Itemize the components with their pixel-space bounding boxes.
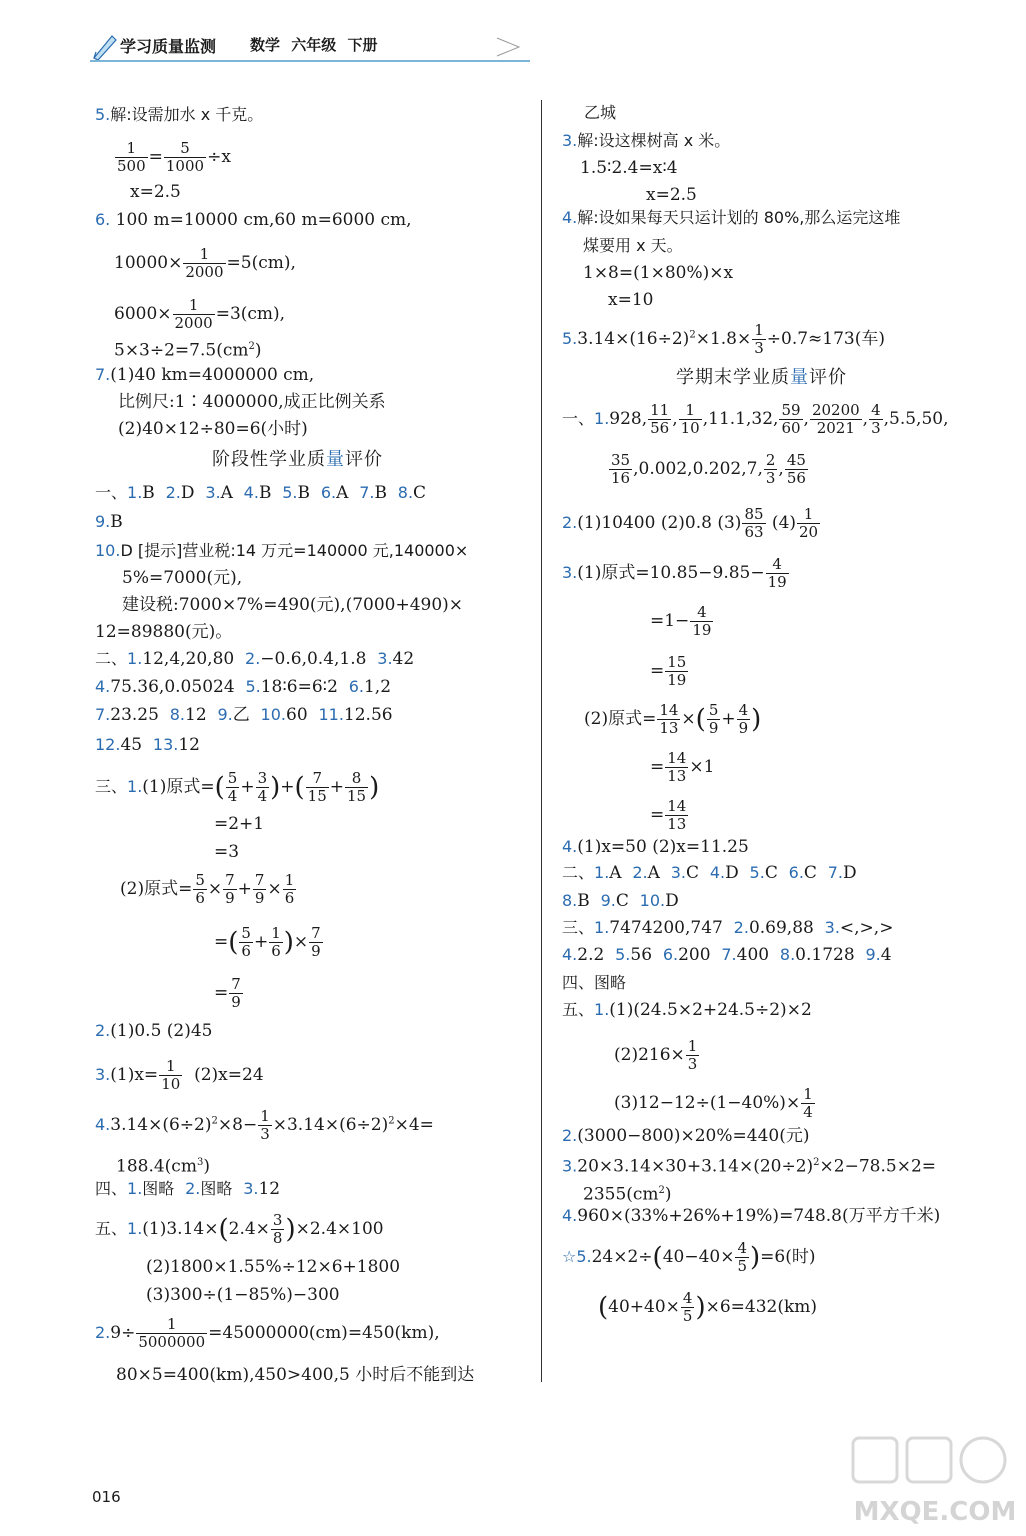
final-fill-1-line2: $\frac{35}{16}$ ,0.002,0.202,7, $\frac{2}{3}$ , $\frac{45}{56}$ xyxy=(611,451,806,487)
multiple-choice-row-2: 9.B xyxy=(95,512,123,532)
answer-5-result: x=2.5 xyxy=(130,182,181,202)
answer-6-line2: 10000× $\frac{1}{2000}$ =5(cm), xyxy=(114,245,296,281)
continued-answer: 乙城 xyxy=(584,103,617,122)
multiple-choice-row: 一、1.B 2.D 3.A 4.B 5.B 6.A 7.B 8.C xyxy=(95,483,427,503)
answer-6: 6. 100 m=10000 cm,60 m=6000 cm, xyxy=(95,210,412,230)
arrow-decoration-icon xyxy=(495,36,523,58)
r-answer-4-line2: 煤要用 x 天。 xyxy=(583,236,683,255)
r-answer-3-line3: x=2.5 xyxy=(646,185,697,205)
calc-answer-4-line2: $188.4(cm^3)$ xyxy=(116,1156,210,1177)
answer-7-line3: (2)40×12÷80=6(小时) xyxy=(118,419,308,439)
subject-label: 数学 六年级 下册 xyxy=(250,36,378,54)
final-calc-3-line3: = $\frac{15}{19}$ xyxy=(650,653,687,689)
calc-1-line1: 三、1.(1)原式=( $\frac{5}{4}$ + $\frac{3}{4}$ )+( $\frac{7}{15}$ + $\frac{8}{15}$ ) xyxy=(95,769,380,805)
final-app-3: $3.20\times 3.14\times 30+3.14\times(20\div 2)^2\times 2-78.5\times 2=$ xyxy=(562,1156,937,1177)
final-fill-row-2: 4.2.2 5.56 6.200 7.400 8.0.1728 9.4 xyxy=(562,945,892,965)
final-app-5-line2: (40+40× $\frac{4}{5}$ )×6=432(km) xyxy=(598,1289,818,1325)
answer-7: 7.(1)40 km=4000000 cm, xyxy=(95,365,315,385)
pen-icon xyxy=(90,32,120,62)
r-answer-4-line3: 1×8=(1×80%)×x xyxy=(583,263,734,283)
header-rule xyxy=(90,60,530,62)
drawing-row: 四、1.图略 2.图略 3.12 xyxy=(95,1179,281,1199)
section-heading-final: 学期末学业质量评价 xyxy=(676,367,847,388)
final-mc-row-2: 8.B 9.C 10.D xyxy=(562,891,679,911)
fill-row-1: 二、1.12,4,20,80 2.−0.6,0.4,1.8 3.42 xyxy=(95,649,415,669)
calc-answer-2: 2.(1)0.5 (2)45 xyxy=(95,1021,213,1041)
final-calc-3-line2: =1− $\frac{4}{19}$ xyxy=(650,603,712,639)
final-calc-3-line5: = $\frac{14}{13}$ ×1 xyxy=(650,749,715,785)
answer-10: 10.D [提示]营业税:14 万元=140000 元,140000× xyxy=(95,541,469,560)
final-calc-3-line1: 3.(1)原式=10.85−9.85− $\frac{4}{19}$ xyxy=(562,555,787,591)
final-app-2: 2.(3000−800)×20%=440(元) xyxy=(562,1126,810,1146)
final-mc-row: 二、1.A 2.A 3.C 4.D 5.C 6.C 7.D xyxy=(562,863,857,883)
final-fill-2: 2.(1)10400 (2)0.8 (3) $\frac{85}{63}$ (4) $\frac{1}{20}$ xyxy=(562,505,819,541)
final-app-3-line2: $2355(cm^2)$ xyxy=(583,1184,672,1205)
r-answer-5: $5.3.14\times(16\div 2)^2\times 1.8\times$ $\frac{1}{3}$ ÷0.7≈173(车) xyxy=(562,321,886,357)
page-header xyxy=(90,30,530,64)
svg-text:MXQE.COM: MXQE.COM xyxy=(853,1497,1017,1527)
answer-10-line3: 建设税:7000×7%=490(元),(7000+490)× xyxy=(122,595,464,615)
column-divider xyxy=(541,100,542,1382)
application-1-line1: 五、1.(1)3.14×(2.4× $\frac{3}{8}$ )×2.4×100 xyxy=(95,1211,384,1247)
calc-2-line1: (2)原式= $\frac{5}{6}$ × $\frac{7}{9}$ + $\frac{7}{9}$ × $\frac{1}{6}$ xyxy=(120,871,295,907)
calc-2-line3: = $\frac{7}{9}$ xyxy=(214,975,241,1011)
application-2-line1: 2.9÷ $\frac{1}{5000000}$ =45000000(cm)=450(km), xyxy=(95,1315,440,1351)
fill-row-2: 4.75.36,0.05024 5.18∶6=6∶2 6.1,2 xyxy=(95,677,392,697)
final-app-4: 4.960×(33%+26%+19%)=748.8(万平方千米) xyxy=(562,1206,941,1226)
final-app-1-line2: (2)216× $\frac{1}{3}$ xyxy=(614,1037,698,1073)
final-drawing: 四、图略 xyxy=(562,973,627,992)
calc-answer-4: $4.3.14\times(6\div 2)^2\times 8-$ $\frac{1}{3}$ $\times 3.14\times(6\div 2)^2\times 4=$ xyxy=(95,1107,434,1143)
final-app-1-line1: 五、1.(1)(24.5×2+24.5÷2)×2 xyxy=(562,1000,812,1020)
application-2-line2: 80×5=400(km),450>400,5 小时后不能到达 xyxy=(116,1365,475,1385)
calc-1-line3: =3 xyxy=(214,842,240,862)
final-app-1-line3: (3)12−12÷(1−40%)× $\frac{1}{4}$ xyxy=(614,1085,813,1121)
fill-row-4: 12.45 13.12 xyxy=(95,735,200,755)
series-title: 学习质量监测 xyxy=(120,37,217,56)
final-calc-3-line4: (2)原式= $\frac{14}{13}$ ×( $\frac{5}{9}$ + $\frac{4}{9}$ ) xyxy=(584,701,762,737)
answer-7-line2: 比例尺:1∶4000000,成正比例关系 xyxy=(118,392,386,412)
final-calc-3-line6: = $\frac{14}{13}$ xyxy=(650,797,687,833)
watermark-logo xyxy=(845,1432,1025,1532)
r-answer-3: 3.解:设这棵树高 x 米。 xyxy=(562,131,731,150)
r-answer-3-line2: 1.5∶2.4=x∶4 xyxy=(580,158,678,178)
page-number: 016 xyxy=(92,1488,121,1506)
answer-5: 5.解:设需加水 x 千克。 xyxy=(95,105,264,124)
application-1-line2: (2)1800×1.55%÷12×6+1800 xyxy=(146,1257,401,1277)
calc-1-line2: =2+1 xyxy=(214,814,265,834)
fill-row-3: 7.23.25 8.12 9.乙 10.60 11.12.56 xyxy=(95,705,393,725)
calc-2-line2: =( $\frac{5}{6}$ + $\frac{1}{6}$ )× $\frac{7}{9}$ xyxy=(214,924,321,960)
r-answer-4: 4.解:设如果每天只运计划的 80%,那么运完这堆 xyxy=(562,208,901,227)
calc-answer-3: 3.(1)x= $\frac{1}{10}$ (2)x=24 xyxy=(95,1057,264,1093)
answer-10-line2: 5%=7000(元), xyxy=(122,568,243,588)
final-fill-row-1: 三、1.7474200,747 2.0.69,88 3.<,>,> xyxy=(562,918,894,938)
answer-6-line3: 6000× $\frac{1}{2000}$ =3(cm), xyxy=(114,296,286,332)
answer-5-equation: $\frac{1}{500}$ = $\frac{5}{1000}$ ÷x xyxy=(117,139,231,175)
final-fill-1: 一、1.928, $\frac{11}{56}$ , $\frac{1}{10}$ ,11.1,32, $\frac{59}{60}$ , $\frac{20200}{2021}$ , $\frac{4}{3}$ ,5.5,50, xyxy=(562,401,949,437)
final-answer-4: 4.(1)x=50 (2)x=11.25 xyxy=(562,837,749,857)
answer-6-line4: $5\times 3\div 2=7.5(cm^2)$ xyxy=(114,340,262,361)
r-answer-4-line4: x=10 xyxy=(608,290,654,310)
section-heading-midterm: 阶段性学业质量评价 xyxy=(212,449,383,470)
answer-10-line4: 12=89880(元)。 xyxy=(95,622,233,642)
final-app-5-line1: ☆5.24×2÷(40−40× $\frac{4}{5}$ )=6(时) xyxy=(562,1239,816,1275)
application-1-line3: (3)300÷(1−85%)−300 xyxy=(146,1285,340,1305)
